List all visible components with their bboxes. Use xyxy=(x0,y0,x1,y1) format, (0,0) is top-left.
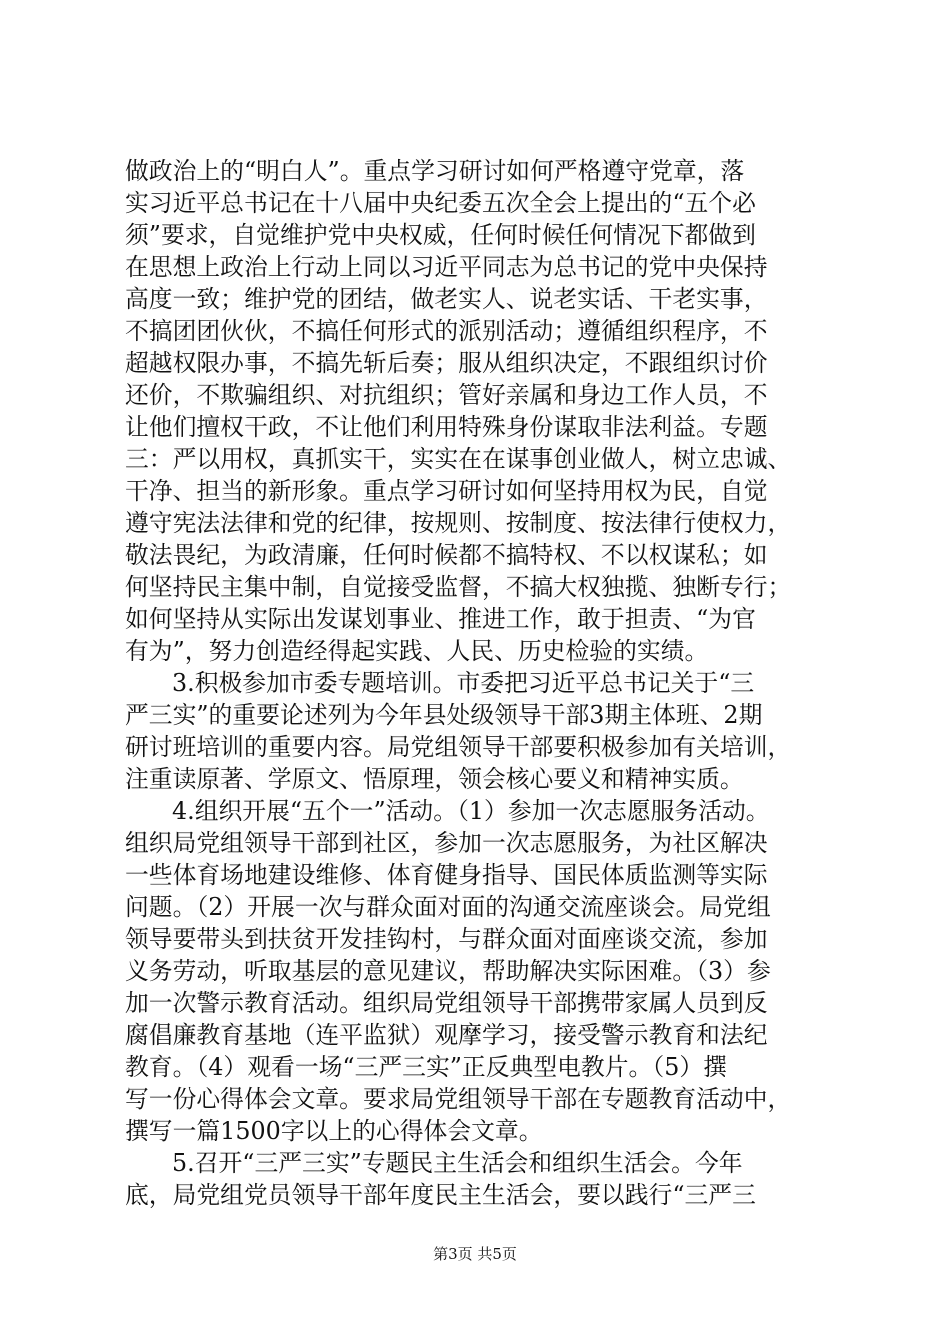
text-line: 超越权限办事，不搞先斩后奏；服从组织决定，不跟组织讨价 xyxy=(125,349,768,377)
text-line: 义务劳动，听取基层的意见建议，帮助解决实际困难。（3）参 xyxy=(125,957,771,985)
text-line: 让他们擅权干政，不让他们利用特殊身份谋取非法利益。专题 xyxy=(125,413,768,441)
text-line: 研讨班培训的重要内容。局党组领导干部要积极参加有关培训， xyxy=(125,733,792,761)
text-line: 教育。（4）观看一场“三严三实”正反典型电教片。（5）撰 xyxy=(125,1053,727,1081)
text-line: 何坚持民主集中制，自觉接受监督，不搞大权独揽、独断专行； xyxy=(125,573,792,601)
body-text xyxy=(125,155,835,1211)
text-line: 高度一致；维护党的团结，做老实人、说老实话、干老实事， xyxy=(125,285,768,313)
text-line: 底，局党组党员领导干部年度民主生活会，要以践行“三严三 xyxy=(125,1181,756,1209)
text-line: 遵守宪法法律和党的纪律，按规则、按制度、按法律行使权力， xyxy=(125,509,792,537)
text-line: 在思想上政治上行动上同以习近平同志为总书记的党中央保持 xyxy=(125,253,768,281)
text-line: 写一份心得体会文章。要求局党组领导干部在专题教育活动中， xyxy=(125,1085,792,1113)
text-line: 实习近平总书记在十八届中央纪委五次全会上提出的“五个必 xyxy=(125,189,756,217)
text-line: 还价，不欺骗组织、对抗组织；管好亲属和身边工作人员，不 xyxy=(125,381,768,409)
text-line: 不搞团团伙伙，不搞任何形式的派别活动；遵循组织程序，不 xyxy=(125,317,768,345)
text-line: 干净、担当的新形象。重点学习研讨如何坚持用权为民，自觉 xyxy=(125,477,768,505)
text-line: 4.组织开展“五个一”活动。（1）参加一次志愿服务活动。 xyxy=(172,797,770,825)
text-line: 问题。（2）开展一次与群众面对面的沟通交流座谈会。局党组 xyxy=(125,893,771,921)
text-line: 有为”，努力创造经得起实践、人民、历史检验的实绩。 xyxy=(125,637,709,665)
text-line: 注重读原著、学原文、悟原理，领会核心要义和精神实质。 xyxy=(125,765,744,793)
text-line: 加一次警示教育活动。组织局党组领导干部携带家属人员到反 xyxy=(125,989,768,1017)
text-line: 撰写一篇1500字以上的心得体会文章。 xyxy=(125,1117,543,1145)
text-line: 须”要求，自觉维护党中央权威，任何时候任何情况下都做到 xyxy=(125,221,756,249)
text-line: 领导要带头到扶贫开发挂钩村，与群众面对面座谈交流，参加 xyxy=(125,925,768,953)
text-line: 组织局党组领导干部到社区，参加一次志愿服务，为社区解决 xyxy=(125,829,768,857)
text-line: 5.召开“三严三实”专题民主生活会和组织生活会。今年 xyxy=(172,1149,743,1177)
text-line: 严三实”的重要论述列为今年县处级领导干部3期主体班、2期 xyxy=(125,701,763,729)
page-footer: 第3页 共5页 xyxy=(433,1245,517,1263)
text-line: 3.积极参加市委专题培训。市委把习近平总书记关于“三 xyxy=(172,669,755,697)
text-line: 做政治上的“明白人”。重点学习研讨如何严格遵守党章，落 xyxy=(125,157,745,185)
text-line: 敬法畏纪，为政清廉，任何时候都不搞特权、不以权谋私；如 xyxy=(125,541,768,569)
text-line: 如何坚持从实际出发谋划事业、推进工作，敢于担责、“为官 xyxy=(125,605,756,633)
text-line: 三：严以用权，真抓实干，实实在在谋事创业做人，树立忠诚、 xyxy=(125,445,792,473)
text-line: 腐倡廉教育基地（连平监狱）观摩学习，接受警示教育和法纪 xyxy=(125,1021,768,1049)
text-line: 一些体育场地建设维修、体育健身指导、国民体质监测等实际 xyxy=(125,861,768,889)
